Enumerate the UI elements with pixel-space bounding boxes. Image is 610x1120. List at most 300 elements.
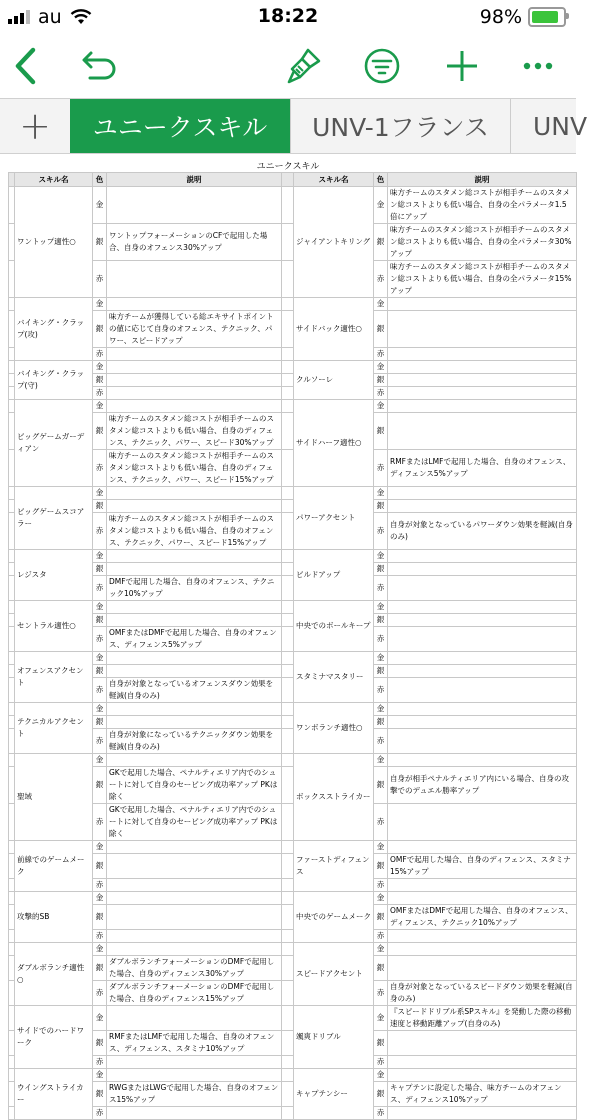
tab-unique-skill[interactable]: ユニークスキル: [70, 99, 290, 153]
spacer-cell[interactable]: [282, 1031, 294, 1056]
row-gutter[interactable]: [9, 576, 15, 601]
skill-name-cell[interactable]: サイドでのハードワーク: [15, 1006, 93, 1069]
row-gutter[interactable]: [9, 500, 15, 513]
skill-name-cell[interactable]: ビッグゲームガーディアン: [15, 400, 93, 487]
color-cell[interactable]: 金: [93, 361, 107, 374]
row-gutter[interactable]: [9, 224, 15, 261]
spacer-cell[interactable]: [282, 652, 294, 665]
description-cell[interactable]: [107, 187, 282, 224]
description-cell[interactable]: [107, 1056, 282, 1069]
col-header-skill-name-2[interactable]: スキル名: [294, 173, 374, 187]
color-cell[interactable]: 銀: [93, 665, 107, 678]
spacer-cell[interactable]: [282, 487, 294, 500]
skill-name-cell[interactable]: クルソーレ: [294, 361, 374, 400]
spacer-cell[interactable]: [282, 767, 294, 804]
col-header-color-2[interactable]: 色: [374, 173, 388, 187]
description-cell[interactable]: [388, 413, 577, 450]
spacer-cell[interactable]: [282, 943, 294, 956]
tab-unv[interactable]: UNV: [510, 99, 610, 153]
color-cell[interactable]: 赤: [93, 930, 107, 943]
description-cell[interactable]: [107, 841, 282, 854]
spacer-cell[interactable]: [282, 665, 294, 678]
description-cell[interactable]: [388, 614, 577, 627]
description-cell[interactable]: [107, 1107, 282, 1120]
spacer-cell[interactable]: [282, 1082, 294, 1107]
color-cell[interactable]: 赤: [93, 387, 107, 400]
color-cell[interactable]: 金: [374, 892, 388, 905]
description-cell[interactable]: キャプテンに設定した場合、味方チームのオフェンス、ディフェンス10%アップ: [388, 1082, 577, 1107]
row-gutter[interactable]: [9, 1031, 15, 1056]
description-cell[interactable]: [107, 854, 282, 879]
color-cell[interactable]: 銀: [374, 905, 388, 930]
description-cell[interactable]: [107, 703, 282, 716]
skill-name-cell[interactable]: 聖域: [15, 754, 93, 841]
description-cell[interactable]: [388, 1107, 577, 1120]
format-button[interactable]: [282, 44, 326, 88]
color-cell[interactable]: 金: [374, 703, 388, 716]
color-cell[interactable]: 金: [93, 487, 107, 500]
description-cell[interactable]: [107, 298, 282, 311]
color-cell[interactable]: 赤: [374, 729, 388, 754]
color-cell[interactable]: 赤: [374, 804, 388, 841]
description-cell[interactable]: [107, 374, 282, 387]
color-cell[interactable]: 赤: [374, 678, 388, 703]
spacer-cell[interactable]: [282, 754, 294, 767]
row-gutter[interactable]: [9, 854, 15, 879]
color-cell[interactable]: 銀: [93, 614, 107, 627]
spacer-cell[interactable]: [282, 1056, 294, 1069]
color-cell[interactable]: 金: [93, 601, 107, 614]
color-cell[interactable]: 赤: [374, 879, 388, 892]
description-cell[interactable]: [107, 879, 282, 892]
description-cell[interactable]: [388, 892, 577, 905]
color-cell[interactable]: 金: [93, 892, 107, 905]
color-cell[interactable]: 赤: [93, 1056, 107, 1069]
skill-name-cell[interactable]: セントラル適性○: [15, 601, 93, 652]
description-cell[interactable]: 味方チームのスタメン総コストが相手チームのスタメン総コストよりも低い場合、自身のディフェンス、テクニック、パワー、スピード15%アップ: [107, 450, 282, 487]
spacer-cell[interactable]: [282, 500, 294, 513]
color-cell[interactable]: 金: [93, 754, 107, 767]
spacer-cell[interactable]: [282, 400, 294, 413]
description-cell[interactable]: 味方チームのスタメン総コストが相手チームのスタメン総コストよりも低い場合、自身のオフェンス、テクニック、パワー、スピード15%アップ: [107, 513, 282, 550]
spacer-cell[interactable]: [282, 1107, 294, 1120]
skill-name-cell[interactable]: ボックスストライカー: [294, 754, 374, 841]
description-cell[interactable]: 自身が対象になっているテクニックダウン効果を軽減(自身のみ): [107, 729, 282, 754]
row-gutter[interactable]: [9, 956, 15, 981]
description-cell[interactable]: [388, 930, 577, 943]
color-cell[interactable]: 金: [93, 1006, 107, 1031]
color-cell[interactable]: 銀: [374, 563, 388, 576]
row-gutter[interactable]: [9, 716, 15, 729]
row-gutter[interactable]: [9, 614, 15, 627]
spacer-cell[interactable]: [282, 513, 294, 550]
description-cell[interactable]: [388, 361, 577, 374]
color-cell[interactable]: 銀: [374, 1031, 388, 1056]
color-cell[interactable]: 金: [93, 187, 107, 224]
skill-name-cell[interactable]: スタミナマスタリー: [294, 652, 374, 703]
row-gutter[interactable]: [9, 981, 15, 1006]
row-gutter[interactable]: [9, 261, 15, 298]
spacer-cell[interactable]: [282, 1006, 294, 1031]
description-cell[interactable]: 味方チームのスタメン総コストが相手チームのスタメン総コストよりも低い場合、自身の全パラメータ1.5倍にアップ: [388, 187, 577, 224]
color-cell[interactable]: 赤: [93, 576, 107, 601]
color-cell[interactable]: 赤: [93, 261, 107, 298]
row-gutter[interactable]: [9, 1056, 15, 1069]
description-cell[interactable]: 味方チームのスタメン総コストが相手チームのスタメン総コストよりも低い場合、自身の全パラメータ30%アップ: [388, 224, 577, 261]
description-cell[interactable]: RWGまたはLWGで起用した場合、自身のオフェンス15%アップ: [107, 1082, 282, 1107]
color-cell[interactable]: 銀: [93, 1031, 107, 1056]
color-cell[interactable]: 銀: [93, 767, 107, 804]
col-header-color[interactable]: 色: [93, 173, 107, 187]
row-gutter[interactable]: [9, 450, 15, 487]
spacer-cell[interactable]: [282, 956, 294, 981]
color-cell[interactable]: 赤: [93, 513, 107, 550]
color-cell[interactable]: 銀: [374, 311, 388, 348]
skill-name-cell[interactable]: ファーストディフェンス: [294, 841, 374, 892]
color-cell[interactable]: 赤: [93, 450, 107, 487]
color-cell[interactable]: 金: [93, 550, 107, 563]
color-cell[interactable]: 金: [374, 361, 388, 374]
skill-name-cell[interactable]: ジャイアントキリング: [294, 187, 374, 298]
description-cell[interactable]: GKで起用した場合、ペナルティエリア内でのシュートに対して自身のセービング成功率アップ PKは除く: [107, 767, 282, 804]
row-gutter[interactable]: [9, 374, 15, 387]
spacer-cell[interactable]: [282, 804, 294, 841]
more-button[interactable]: [516, 44, 560, 88]
row-gutter[interactable]: [9, 665, 15, 678]
color-cell[interactable]: 銀: [93, 500, 107, 513]
color-cell[interactable]: 金: [93, 1069, 107, 1082]
description-cell[interactable]: ワントップフォーメーションのCFで起用した場合、自身のオフェンス30%アップ: [107, 224, 282, 261]
row-gutter[interactable]: [9, 729, 15, 754]
description-cell[interactable]: 自身が対象となっているオフェンスダウン効果を軽減(自身のみ): [107, 678, 282, 703]
color-cell[interactable]: 銀: [374, 1082, 388, 1107]
description-cell[interactable]: [388, 348, 577, 361]
color-cell[interactable]: 銀: [374, 413, 388, 450]
color-cell[interactable]: 金: [374, 187, 388, 224]
color-cell[interactable]: 赤: [374, 981, 388, 1006]
undo-button[interactable]: [78, 44, 122, 88]
spacer-cell[interactable]: [282, 678, 294, 703]
back-button[interactable]: [4, 44, 48, 88]
skill-name-cell[interactable]: ワンボランチ適性○: [294, 703, 374, 754]
color-cell[interactable]: 銀: [374, 665, 388, 678]
skill-name-cell[interactable]: 中央でのボールキープ: [294, 601, 374, 652]
description-cell[interactable]: [388, 400, 577, 413]
color-cell[interactable]: 赤: [93, 879, 107, 892]
row-gutter[interactable]: [9, 413, 15, 450]
description-cell[interactable]: ダブルボランチフォーメーションのDMFで起用した場合、自身のディフェンス15%アップ: [107, 981, 282, 1006]
spacer-cell[interactable]: [282, 627, 294, 652]
description-cell[interactable]: [388, 576, 577, 601]
description-cell[interactable]: [107, 361, 282, 374]
color-cell[interactable]: 銀: [93, 311, 107, 348]
color-cell[interactable]: 赤: [374, 513, 388, 550]
description-cell[interactable]: OMFまたはDMFで起用した場合、自身のオフェンス、ディフェンス、テクニック10%アップ: [388, 905, 577, 930]
color-cell[interactable]: 赤: [93, 729, 107, 754]
color-cell[interactable]: 銀: [93, 905, 107, 930]
description-cell[interactable]: [107, 400, 282, 413]
description-cell[interactable]: RMFまたはLMFで起用した場合、自身のオフェンス、ディフェンス、スタミナ10%アップ: [107, 1031, 282, 1056]
skill-name-cell[interactable]: ビッグゲームスコアラー: [15, 487, 93, 550]
row-gutter[interactable]: [9, 311, 15, 348]
spacer-cell[interactable]: [282, 261, 294, 298]
color-cell[interactable]: 銀: [374, 374, 388, 387]
description-cell[interactable]: [388, 311, 577, 348]
description-cell[interactable]: [107, 943, 282, 956]
color-cell[interactable]: 金: [374, 943, 388, 956]
color-cell[interactable]: 金: [93, 943, 107, 956]
skill-name-cell[interactable]: ワントップ適性○: [15, 187, 93, 298]
color-cell[interactable]: 銀: [93, 854, 107, 879]
description-cell[interactable]: [388, 563, 577, 576]
skill-name-cell[interactable]: 前線でのゲームメーク: [15, 841, 93, 892]
spacer-cell[interactable]: [282, 1069, 294, 1082]
color-cell[interactable]: 銀: [93, 224, 107, 261]
spacer-cell[interactable]: [282, 879, 294, 892]
spacer-cell[interactable]: [282, 413, 294, 450]
color-cell[interactable]: 銀: [374, 854, 388, 879]
description-cell[interactable]: [388, 601, 577, 614]
description-cell[interactable]: [107, 550, 282, 563]
description-cell[interactable]: GKで起用した場合、ペナルティエリア内でのシュートに対して自身のセービング成功率アップ PKは除く: [107, 804, 282, 841]
spacer-cell[interactable]: [282, 716, 294, 729]
spacer-cell[interactable]: [282, 187, 294, 224]
description-cell[interactable]: [388, 879, 577, 892]
color-cell[interactable]: 金: [93, 841, 107, 854]
description-cell[interactable]: [107, 905, 282, 930]
spacer-cell[interactable]: [282, 298, 294, 311]
description-cell[interactable]: [388, 1056, 577, 1069]
description-cell[interactable]: 味方チームのスタメン総コストが相手チームのスタメン総コストよりも低い場合、自身のディフェンス、テクニック、パワー、スピード30%アップ: [107, 413, 282, 450]
row-gutter[interactable]: [9, 879, 15, 892]
description-cell[interactable]: [388, 665, 577, 678]
description-cell[interactable]: [107, 754, 282, 767]
description-cell[interactable]: [107, 614, 282, 627]
color-cell[interactable]: 銀: [93, 374, 107, 387]
col-header-description-2[interactable]: 説明: [388, 173, 577, 187]
spacer-cell[interactable]: [282, 563, 294, 576]
skill-name-cell[interactable]: テクニカルアクセント: [15, 703, 93, 754]
color-cell[interactable]: 金: [374, 754, 388, 767]
color-cell[interactable]: 銀: [374, 956, 388, 981]
description-cell[interactable]: [107, 716, 282, 729]
description-cell[interactable]: [107, 652, 282, 665]
description-cell[interactable]: 味方チームのスタメン総コストが相手チームのスタメン総コストよりも低い場合、自身の全パラメータ15%アップ: [388, 261, 577, 298]
row-gutter[interactable]: [9, 1107, 15, 1120]
spacer-cell[interactable]: [282, 601, 294, 614]
row-gutter[interactable]: [9, 804, 15, 841]
color-cell[interactable]: 銀: [374, 716, 388, 729]
color-cell[interactable]: 赤: [93, 678, 107, 703]
description-cell[interactable]: [388, 550, 577, 563]
row-gutter[interactable]: [9, 513, 15, 550]
row-gutter[interactable]: [9, 767, 15, 804]
spacer-cell[interactable]: [282, 892, 294, 905]
color-cell[interactable]: 銀: [93, 563, 107, 576]
color-cell[interactable]: 赤: [374, 627, 388, 652]
color-cell[interactable]: 赤: [374, 261, 388, 298]
description-cell[interactable]: [107, 1069, 282, 1082]
description-cell[interactable]: [388, 487, 577, 500]
skill-name-cell[interactable]: ビルドアップ: [294, 550, 374, 601]
description-cell[interactable]: [388, 703, 577, 716]
description-cell[interactable]: 自身が相手ペナルティエリア内にいる場合、自身の攻撃でのデュエル勝率アップ: [388, 767, 577, 804]
description-cell[interactable]: [107, 892, 282, 905]
color-cell[interactable]: 赤: [93, 348, 107, 361]
color-cell[interactable]: 銀: [374, 224, 388, 261]
spacer-cell[interactable]: [282, 374, 294, 387]
spacer-cell[interactable]: [282, 854, 294, 879]
color-cell[interactable]: 銀: [93, 956, 107, 981]
description-cell[interactable]: [388, 716, 577, 729]
description-cell[interactable]: [388, 729, 577, 754]
spacer-cell[interactable]: [282, 224, 294, 261]
col-header-skill-name[interactable]: スキル名: [15, 173, 93, 187]
row-gutter[interactable]: [9, 348, 15, 361]
tab-unv-1-france[interactable]: UNV-1フランス: [290, 99, 510, 153]
color-cell[interactable]: 赤: [374, 576, 388, 601]
row-gutter[interactable]: [9, 563, 15, 576]
description-cell[interactable]: [388, 678, 577, 703]
color-cell[interactable]: 金: [374, 1006, 388, 1031]
skill-name-cell[interactable]: バイキング・クラップ(守): [15, 361, 93, 400]
color-cell[interactable]: 赤: [374, 387, 388, 400]
spacer-cell[interactable]: [282, 981, 294, 1006]
color-cell[interactable]: 金: [93, 703, 107, 716]
col-header-description[interactable]: 説明: [107, 173, 282, 187]
color-cell[interactable]: 赤: [374, 348, 388, 361]
color-cell[interactable]: 銀: [374, 614, 388, 627]
color-cell[interactable]: 金: [374, 601, 388, 614]
description-cell[interactable]: [107, 487, 282, 500]
skill-name-cell[interactable]: 颯爽ドリブル: [294, 1006, 374, 1069]
color-cell[interactable]: 金: [374, 400, 388, 413]
skill-name-cell[interactable]: サイドバック適性○: [294, 298, 374, 361]
color-cell[interactable]: 金: [374, 652, 388, 665]
color-cell[interactable]: 金: [374, 841, 388, 854]
description-cell[interactable]: [388, 956, 577, 981]
color-cell[interactable]: 赤: [374, 450, 388, 487]
row-gutter[interactable]: [9, 627, 15, 652]
description-cell[interactable]: [107, 563, 282, 576]
description-cell[interactable]: [388, 1069, 577, 1082]
color-cell[interactable]: 赤: [93, 627, 107, 652]
color-cell[interactable]: 銀: [374, 500, 388, 513]
description-cell[interactable]: [388, 627, 577, 652]
add-sheet-button[interactable]: +: [19, 104, 51, 148]
color-cell[interactable]: 金: [374, 487, 388, 500]
spacer-cell[interactable]: [282, 311, 294, 348]
organize-button[interactable]: [360, 44, 404, 88]
color-cell[interactable]: 金: [93, 298, 107, 311]
description-cell[interactable]: [388, 500, 577, 513]
color-cell[interactable]: 赤: [374, 930, 388, 943]
color-cell[interactable]: 赤: [93, 981, 107, 1006]
color-cell[interactable]: 銀: [93, 413, 107, 450]
description-cell[interactable]: [107, 387, 282, 400]
skill-name-cell[interactable]: バイキング・クラップ(攻): [15, 298, 93, 361]
description-cell[interactable]: 自身が対象となっているパワーダウン効果を軽減(自身のみ): [388, 513, 577, 550]
description-cell[interactable]: [388, 374, 577, 387]
description-cell[interactable]: 自身が対象となっているスピードダウン効果を軽減(自身のみ): [388, 981, 577, 1006]
row-gutter[interactable]: [9, 930, 15, 943]
description-cell[interactable]: [388, 652, 577, 665]
description-cell[interactable]: [107, 1006, 282, 1031]
spacer-cell[interactable]: [282, 930, 294, 943]
spacer-cell[interactable]: [282, 550, 294, 563]
spacer-cell[interactable]: [282, 361, 294, 374]
spacer-cell[interactable]: [282, 387, 294, 400]
description-cell[interactable]: OMFまたはDMFで起用した場合、自身のオフェンス、ディフェンス5%アップ: [107, 627, 282, 652]
description-cell[interactable]: ダブルボランチフォーメーションのDMFで起用した場合、自身のディフェンス30%アップ: [107, 956, 282, 981]
skill-name-cell[interactable]: 攻撃的SB: [15, 892, 93, 943]
description-cell[interactable]: DMFで起用した場合、自身のオフェンス、テクニック10%アップ: [107, 576, 282, 601]
description-cell[interactable]: 味方チームが獲得している総エキサイトポイントの値に応じて自身のオフェンス、テクニック、パワー、スピードアップ: [107, 311, 282, 348]
description-cell[interactable]: RMFまたはLMFで起用した場合、自身のオフェンス、ディフェンス5%アップ: [388, 450, 577, 487]
description-cell[interactable]: 『スピードドリブル系SPスキル』を発動した際の移動速度と移動距離アップ(自身のみ): [388, 1006, 577, 1031]
skill-name-cell[interactable]: パワーアクセント: [294, 487, 374, 550]
description-cell[interactable]: [107, 348, 282, 361]
spacer-cell[interactable]: [282, 348, 294, 361]
description-cell[interactable]: [107, 930, 282, 943]
spacer-cell[interactable]: [282, 905, 294, 930]
spacer-cell[interactable]: [282, 841, 294, 854]
description-cell[interactable]: [388, 841, 577, 854]
skill-name-cell[interactable]: サイドハーフ適性○: [294, 400, 374, 487]
spacer-cell[interactable]: [282, 450, 294, 487]
color-cell[interactable]: 赤: [374, 1056, 388, 1069]
spacer-cell[interactable]: [282, 576, 294, 601]
skill-name-cell[interactable]: ウイングストライカー: [15, 1069, 93, 1120]
description-cell[interactable]: [388, 804, 577, 841]
description-cell[interactable]: [388, 298, 577, 311]
skill-name-cell[interactable]: キャプテンシー: [294, 1069, 374, 1120]
skill-name-cell[interactable]: ダブルボランチ適性○: [15, 943, 93, 1006]
description-cell[interactable]: [388, 943, 577, 956]
color-cell[interactable]: 銀: [93, 1082, 107, 1107]
add-button[interactable]: [440, 44, 484, 88]
row-gutter[interactable]: [9, 387, 15, 400]
color-cell[interactable]: 金: [93, 652, 107, 665]
description-cell[interactable]: [388, 1031, 577, 1056]
spacer-cell[interactable]: [282, 614, 294, 627]
color-cell[interactable]: 赤: [93, 804, 107, 841]
skill-name-cell[interactable]: スピードアクセント: [294, 943, 374, 1006]
color-cell[interactable]: 金: [93, 400, 107, 413]
skill-name-cell[interactable]: 中央でのゲームメーク: [294, 892, 374, 943]
description-cell[interactable]: [107, 261, 282, 298]
row-gutter[interactable]: [9, 1082, 15, 1107]
description-cell[interactable]: [388, 754, 577, 767]
description-cell[interactable]: [107, 500, 282, 513]
description-cell[interactable]: [388, 387, 577, 400]
color-cell[interactable]: 赤: [374, 1107, 388, 1120]
color-cell[interactable]: 金: [374, 298, 388, 311]
description-cell[interactable]: [107, 665, 282, 678]
color-cell[interactable]: 金: [374, 550, 388, 563]
color-cell[interactable]: 金: [374, 1069, 388, 1082]
row-gutter[interactable]: [9, 678, 15, 703]
row-gutter[interactable]: [9, 905, 15, 930]
color-cell[interactable]: 銀: [93, 716, 107, 729]
description-cell[interactable]: OMFで起用した場合、自身のディフェンス、スタミナ15%アップ: [388, 854, 577, 879]
skill-name-cell[interactable]: オフェンスアクセント: [15, 652, 93, 703]
color-cell[interactable]: 赤: [93, 1107, 107, 1120]
skill-name-cell[interactable]: レジスタ: [15, 550, 93, 601]
color-cell[interactable]: 銀: [374, 767, 388, 804]
spacer-cell[interactable]: [282, 729, 294, 754]
spacer-cell[interactable]: [282, 703, 294, 716]
